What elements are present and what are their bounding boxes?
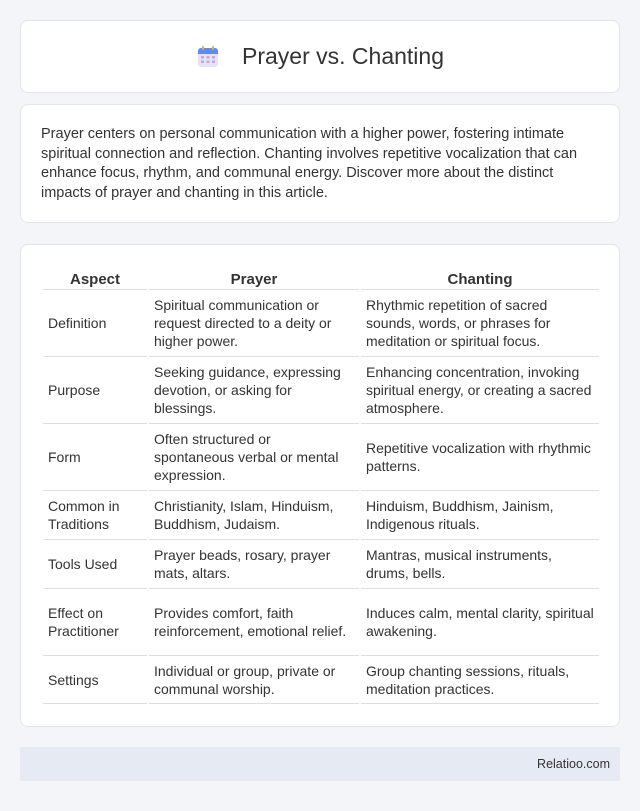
table-row <box>43 290 599 357</box>
cell-chanting: Group chanting sessions, rituals, meditation practices. <box>361 656 599 704</box>
cell-chanting: Rhythmic repetition of sacred sounds, words, or phrases for meditation or spiritual focus. <box>361 290 599 357</box>
cell-prayer: Seeking guidance, expressing devotion, or asking for blessings. <box>149 357 359 424</box>
title-wrap <box>196 43 444 70</box>
cell-prayer: Provides comfort, faith reinforcement, emotional relief. <box>149 589 359 656</box>
comparison-table <box>41 266 601 704</box>
cell-aspect: Effect on Practitioner <box>43 589 147 656</box>
cell-prayer: Spiritual communication or request directed to a deity or higher power. <box>149 290 359 357</box>
footer <box>20 747 620 781</box>
cell-prayer: Christianity, Islam, Hinduism, Buddhism, Judaism. <box>149 491 359 540</box>
header-prayer: Prayer <box>149 266 359 290</box>
cell-aspect: Tools Used <box>43 540 147 589</box>
table-row <box>43 540 599 589</box>
table-row <box>43 589 599 656</box>
cell-prayer: Often structured or spontaneous verbal or mental expression. <box>149 424 359 491</box>
cell-aspect: Form <box>43 424 147 491</box>
intro-card <box>20 104 620 223</box>
header-card <box>20 20 620 93</box>
cell-chanting: Repetitive vocalization with rhythmic patterns. <box>361 424 599 491</box>
table-row <box>43 357 599 424</box>
table-row <box>43 424 599 491</box>
table-header-row <box>43 266 599 290</box>
calendar-icon <box>196 45 220 69</box>
cell-aspect: Definition <box>43 290 147 357</box>
table-row <box>43 491 599 540</box>
cell-chanting: Hinduism, Buddhism, Jainism, Indigenous rituals. <box>361 491 599 540</box>
cell-prayer: Prayer beads, rosary, prayer mats, altars. <box>149 540 359 589</box>
cell-chanting: Mantras, musical instruments, drums, bells. <box>361 540 599 589</box>
cell-prayer: Individual or group, private or communal worship. <box>149 656 359 704</box>
cell-aspect: Common in Traditions <box>43 491 147 540</box>
cell-chanting: Induces calm, mental clarity, spiritual awakening. <box>361 589 599 656</box>
cell-chanting: Enhancing concentration, invoking spiritual energy, or creating a sacred atmosphere. <box>361 357 599 424</box>
cell-aspect: Purpose <box>43 357 147 424</box>
page-title: Prayer vs. Chanting <box>242 43 444 69</box>
header-aspect: Aspect <box>43 266 147 290</box>
footer-site-link[interactable]: Relatioo.com <box>537 757 610 771</box>
table-row <box>43 656 599 704</box>
cell-aspect: Settings <box>43 656 147 704</box>
comparison-card <box>20 244 620 727</box>
header-chanting: Chanting <box>361 266 599 290</box>
intro-text: Prayer centers on personal communication with a higher power, fostering intimate spiritual connection and reflection. Chanting involves repetitive vocalization that can enhance focus, rhythm, and communal energy. Discover more about the distinct impacts of prayer and chanting in this article. <box>41 126 578 201</box>
